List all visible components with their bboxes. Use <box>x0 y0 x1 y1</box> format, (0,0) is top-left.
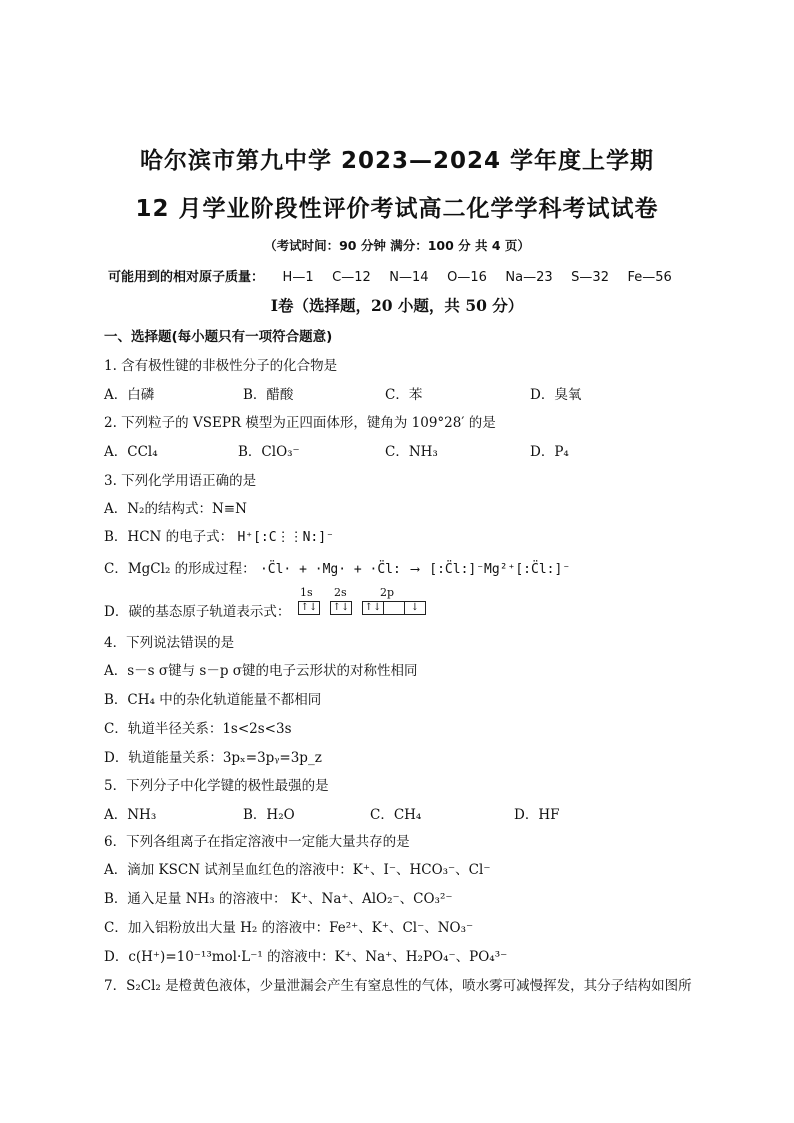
q4-option-a: A．s－s σ键与 s－p σ键的电子云形状的对称性相同 <box>104 663 418 679</box>
q6-option-c: C．加入铝粉放出大量 H₂ 的溶液中：Fe²⁺、K⁺、Cl⁻、NO₃⁻ <box>104 920 474 936</box>
q3-option-c <box>104 560 570 579</box>
section-title: Ⅰ卷（选择题，20 小题，共 50 分） <box>270 296 524 315</box>
q3-option-b <box>104 528 334 547</box>
mgcl2-formation-left: ·C̈l· + ·Mg· + ·C̈l: <box>259 562 401 577</box>
mgcl2-formation-right: [:C̈l:]⁻Mg²⁺[:C̈l:]⁻ <box>429 562 571 577</box>
question-3-stem: 3. 下列化学用语正确的是 <box>104 473 257 489</box>
question-4-stem: 4．下列说法错误的是 <box>104 635 235 651</box>
atomic-mass-item: Na—23 <box>505 270 553 285</box>
q2-option-b: B．ClO₃⁻ <box>238 444 300 460</box>
q5-option-d: D．HF <box>514 807 560 823</box>
q3-option-d: D．碳的基态原子轨道表示式： <box>104 604 291 620</box>
orbital-box-2p-1: ↑↓ <box>362 601 384 615</box>
atomic-mass-item: N—14 <box>389 270 429 285</box>
atomic-mass-item: H—1 <box>282 270 314 285</box>
q5-option-b: B．H₂O <box>243 807 295 823</box>
exam-title-line2: 12 月学业阶段性评价考试高二化学学科考试试卷 <box>135 196 659 222</box>
reaction-arrow: ⟶ <box>411 562 419 577</box>
q4-option-d: D．轨道能量关系：3pₓ=3pᵧ=3p_z <box>104 750 322 766</box>
orbital-label-2s: 2s <box>334 586 347 599</box>
exam-title-line1: 哈尔滨市第九中学 2023—2024 学年度上学期 <box>139 148 655 174</box>
orbital-box-2p-2 <box>383 601 405 615</box>
q4-option-c: C．轨道半径关系：1s<2s<3s <box>104 721 292 737</box>
question-2-stem: 2. 下列粒子的 VSEPR 模型为正四面体形，键角为 109°28′ 的是 <box>104 415 496 431</box>
q1-option-c: C．苯 <box>385 387 423 403</box>
q6-option-d: D．c(H⁺)=10⁻¹³mol·L⁻¹ 的溶液中：K⁺、Na⁺、H₂PO₄⁻、PO₄³⁻ <box>104 949 508 965</box>
q6-option-a: A．滴加 KSCN 试剂呈血红色的溶液中：K⁺、I⁻、HCO₃⁻、Cl⁻ <box>104 862 491 878</box>
orbital-box-2s: ↑↓ <box>330 601 352 615</box>
q3-option-b-label: B．HCN 的电子式： <box>104 529 234 545</box>
atomic-mass-item: Fe—56 <box>627 270 672 285</box>
q1-option-b: B．醋酸 <box>243 387 294 403</box>
q3-option-c-label: C．MgCl₂ 的形成过程： <box>104 561 256 577</box>
question-7-stem: 7．S₂Cl₂ 是橙黄色液体，少量泄漏会产生有窒息性的气体，喷水雾可减慢挥发，其分子结构如图所 <box>104 978 692 994</box>
question-6-stem: 6．下列各组离子在指定溶液中一定能大量共存的是 <box>104 834 410 850</box>
atomic-mass-item: C—12 <box>332 270 371 285</box>
atomic-masses-label: 可能用到的相对原子质量： <box>108 270 265 285</box>
question-5-stem: 5．下列分子中化学键的极性最强的是 <box>104 778 329 794</box>
orbital-label-1s: 1s <box>300 586 313 599</box>
q2-option-c: C．NH₃ <box>385 444 438 460</box>
hcn-electron-formula: H⁺[:C⋮⋮N:]⁻ <box>237 530 334 545</box>
atomic-masses <box>108 266 708 285</box>
q4-option-b: B．CH₄ 中的杂化轨道能量不都相同 <box>104 692 322 708</box>
q2-option-a: A．CCl₄ <box>104 444 158 460</box>
q1-option-a: A．白磷 <box>104 387 155 403</box>
question-1-stem: 1. 含有极性键的非极性分子的化合物是 <box>104 358 338 374</box>
q1-option-d: D．臭氧 <box>530 387 582 403</box>
atomic-mass-item: S—32 <box>571 270 609 285</box>
orbital-box-2p-3: ↓ <box>404 601 426 615</box>
part-title: 一、选择题(每小题只有一项符合题意) <box>104 329 333 345</box>
atomic-mass-item: O—16 <box>447 270 487 285</box>
exam-info: （考试时间：90 分钟 满分：100 分 共 4 页） <box>264 238 530 253</box>
q3-option-a: A．N₂的结构式：N≡N <box>104 501 247 517</box>
orbital-box-1s: ↑↓ <box>298 601 320 615</box>
q5-option-a: A．NH₃ <box>104 807 157 823</box>
q6-option-b: B．通入足量 NH₃ 的溶液中： K⁺、Na⁺、AlO₂⁻、CO₃²⁻ <box>104 891 453 907</box>
orbital-label-2p: 2p <box>380 586 395 599</box>
q5-option-c: C．CH₄ <box>370 807 422 823</box>
q2-option-d: D．P₄ <box>530 444 569 460</box>
